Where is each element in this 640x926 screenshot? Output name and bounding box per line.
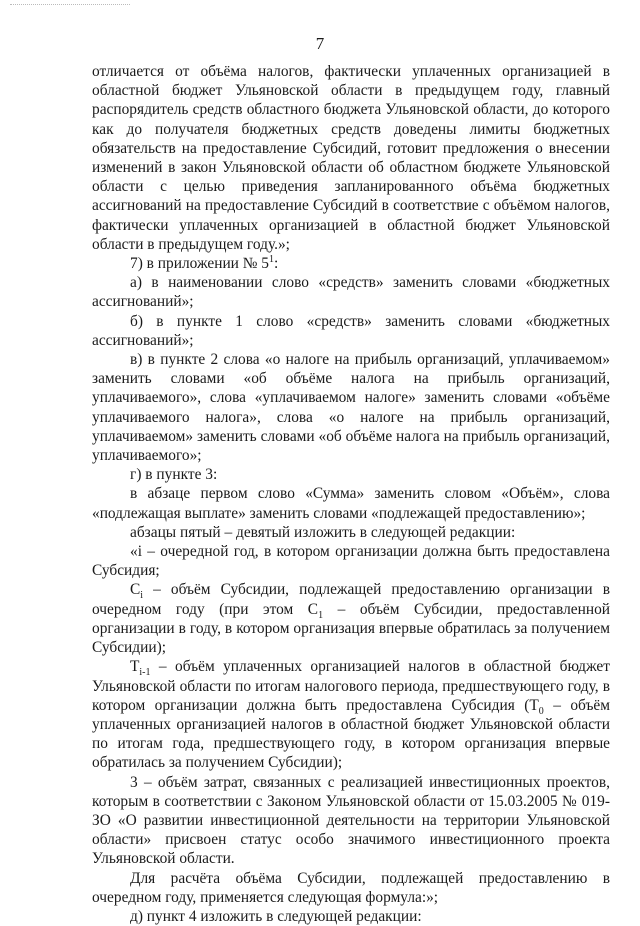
- paragraph-subitem-d: д) пункт 4 изложить в следующей редакции:: [130, 907, 422, 925]
- paragraph-item-7: 7) в приложении № $5^1$:: [130, 253, 279, 273]
- paragraph-formula-intro: Для расчёта объёма Субсидии, подлежащей предоставлению в очередном году, применяется следующая формула:»;: [92, 869, 610, 906]
- paragraph-definition-3: 3 – объём затрат, связанных с реализацией инвестиционных проектов, которым в соответствии с Законом Ульяновской области от 15.03.2005 № 019-ЗО «О развитии инвестиционной деятельности на территории Ульяновской области» присвоен статус особо значимого инвестиционного проекта Ульяновской области.: [92, 773, 610, 868]
- page-number: 7: [315, 34, 325, 53]
- paragraph-subitem-b: б) в пункте 1 слово «средств» заменить словами «бюджетных ассигнований»;: [92, 312, 610, 349]
- paragraph-abzac-first: в абзаце первом слово «Сумма» заменить словом «Объём», слова «подлежащая выплате» заменить словами «подлежащей предоставлению»;: [92, 485, 610, 522]
- paragraph-definition-ci: $C_i$ – объём Субсидии, подлежащей предоставлению организации в очередном году (при этом $C_1$ – объём Субсидии, предоставленной организации в году, в котором организация впервые обратилась за получением Субсидии);: [92, 581, 610, 657]
- paragraph-subitem-g: г) в пункте 3:: [130, 466, 218, 484]
- document-body: [92, 62, 610, 926]
- paragraph-definition-i: «i – очередной год, в котором организации должна быть предоставлена Субсидия;: [92, 543, 610, 580]
- paragraph-continuation: отличается от объёма налогов, фактически уплаченных организацией в областной бюджет Ульяновской области в предыдущем году, главный распорядитель средств областного бюджета Ульяновской области, до которого как до получателя бюджетных средств доведены лимиты бюджетных обязательств на предоставление Субсидий, готовит предложения о внесении изменений в закон Ульяновской области об областном бюджете Ульяновской области с целью приведения запланированного объёма бюджетных ассигнований на предоставление Субсидий в соответствие с объёмом налогов, фактически уплаченных организацией в областной бюджет Ульяновской области в предыдущем году.»;: [92, 63, 610, 253]
- paragraph-abzacy: абзацы пятый – девятый изложить в следующей редакции:: [130, 523, 516, 541]
- scan-artifact: [10, 4, 130, 8]
- paragraph-subitem-v: в) в пункте 2 слова «о налоге на прибыль организаций, уплачиваемом» заменить словами «об объёме налога на прибыль организаций, уплачиваемого», слова «уплачиваемом налоге» заменить словами «объёме уплачиваемого налога», слова «о налоге на прибыль организаций, уплачиваемом» заменить словами «об объёме налога на прибыль организаций, уплачиваемого»;: [92, 351, 610, 465]
- paragraph-definition-ti: $T_{i-1}$ – объём уплаченных организацией налогов в областной бюджет Ульяновской области по итогам налогового периода, предшествующего году, в котором организации должна быть предоставлена Субсидия ($T_0$ – объём уплаченных организацией налогов в областной бюджет Ульяновской области по итогам года, предшествующего году, в котором организация впервые обратилась за получением Субсидии);: [92, 658, 610, 772]
- paragraph-subitem-a: а) в наименовании слово «средств» заменить словами «бюджетных ассигнований»;: [92, 274, 610, 311]
